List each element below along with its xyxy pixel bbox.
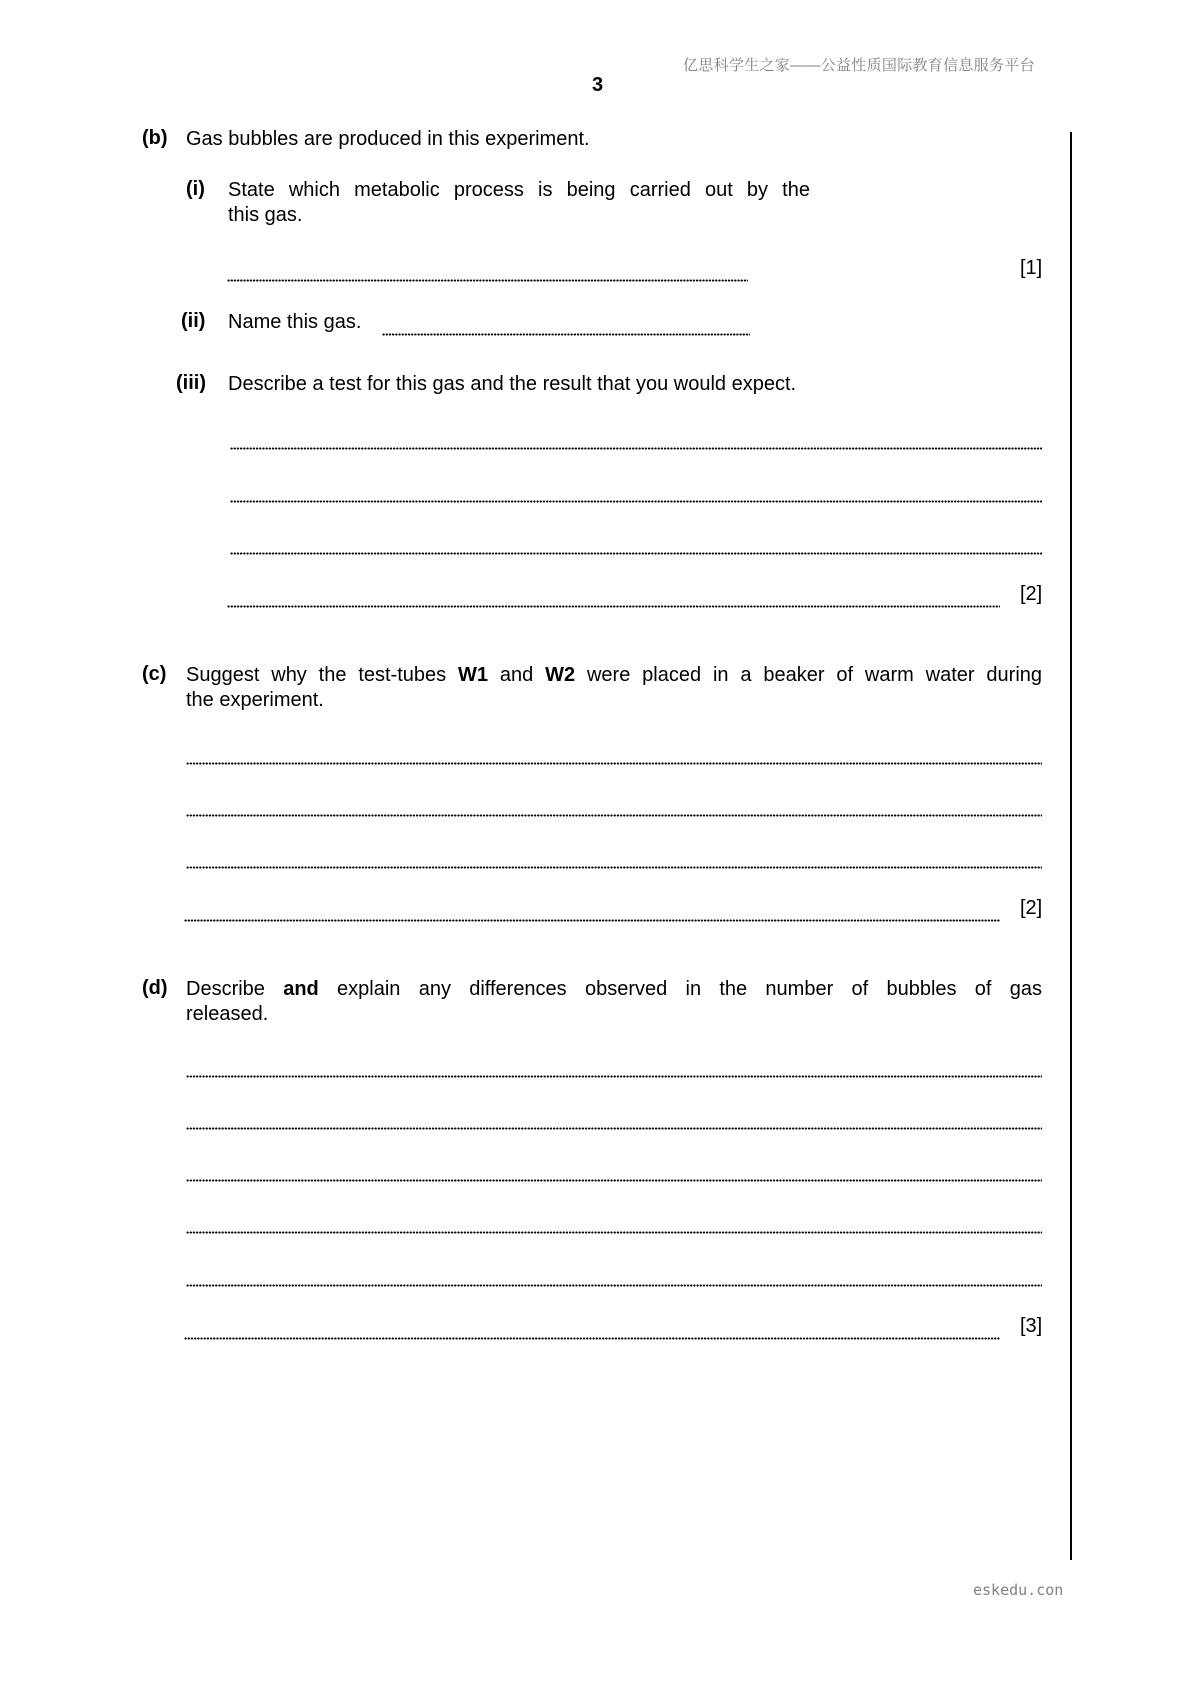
w2-label: W2 <box>545 664 576 686</box>
part-c-line1: Suggest why the test-tubes W1 and W2 were placed in a beaker of warm water during <box>186 664 1043 686</box>
answer-line-c-4[interactable] <box>184 919 1000 922</box>
part-b-i-label: (i) <box>186 178 205 200</box>
answer-line-c-3[interactable] <box>186 866 1042 869</box>
answer-line-b-iii-1[interactable] <box>230 447 1042 450</box>
part-b-ii-text: Name this gas. <box>228 311 362 333</box>
footer-watermark: eskedu.con <box>973 1581 1064 1599</box>
part-c-label: (c) <box>142 663 167 685</box>
answer-line-c-2[interactable] <box>186 814 1042 817</box>
part-b-iii-label: (iii) <box>176 372 206 394</box>
answer-line-b-iii-2[interactable] <box>230 500 1042 503</box>
part-b-ii-label: (ii) <box>181 310 206 332</box>
part-d-mark: [3] <box>1020 1315 1043 1337</box>
answer-line-b-ii[interactable] <box>382 333 750 336</box>
part-d-line1: Describe and explain any differences observed in the number of bubbles of gas <box>186 978 1042 1000</box>
answer-line-b-iii-3[interactable] <box>230 552 1042 555</box>
part-b-label: (b) <box>142 127 168 149</box>
answer-line-d-2[interactable] <box>186 1127 1042 1130</box>
answer-line-d-4[interactable] <box>186 1231 1042 1234</box>
answer-line-b-i[interactable] <box>227 279 748 282</box>
and-emphasis: and <box>283 978 319 1000</box>
part-b-i-line1: State which metabolic process is being carried out by the <box>228 179 810 201</box>
part-c-line2: the experiment. <box>186 689 324 711</box>
part-b-iii-text: Describe a test for this gas and the result that you would expect. <box>228 373 797 395</box>
part-d-label: (d) <box>142 977 168 999</box>
answer-line-d-1[interactable] <box>186 1075 1042 1078</box>
part-d-line2: released. <box>186 1003 269 1025</box>
answer-line-d-6[interactable] <box>184 1337 1000 1340</box>
header-watermark: 亿思科学生之家——公益性质国际教育信息服务平台 <box>683 57 1035 74</box>
answer-line-b-iii-4[interactable] <box>227 605 1000 608</box>
answer-line-c-1[interactable] <box>186 762 1042 765</box>
part-b-i-mark: [1] <box>1020 257 1043 279</box>
w1-label: W1 <box>458 664 489 686</box>
margin-rule <box>1070 132 1072 1560</box>
part-b-text: Gas bubbles are produced in this experiment. <box>186 128 590 150</box>
answer-line-d-5[interactable] <box>186 1284 1042 1287</box>
part-b-iii-mark: [2] <box>1020 583 1043 605</box>
part-b-i-line2: this gas. <box>228 204 303 226</box>
answer-line-d-3[interactable] <box>186 1179 1042 1182</box>
part-c-mark: [2] <box>1020 897 1043 919</box>
page-number: 3 <box>592 74 604 96</box>
